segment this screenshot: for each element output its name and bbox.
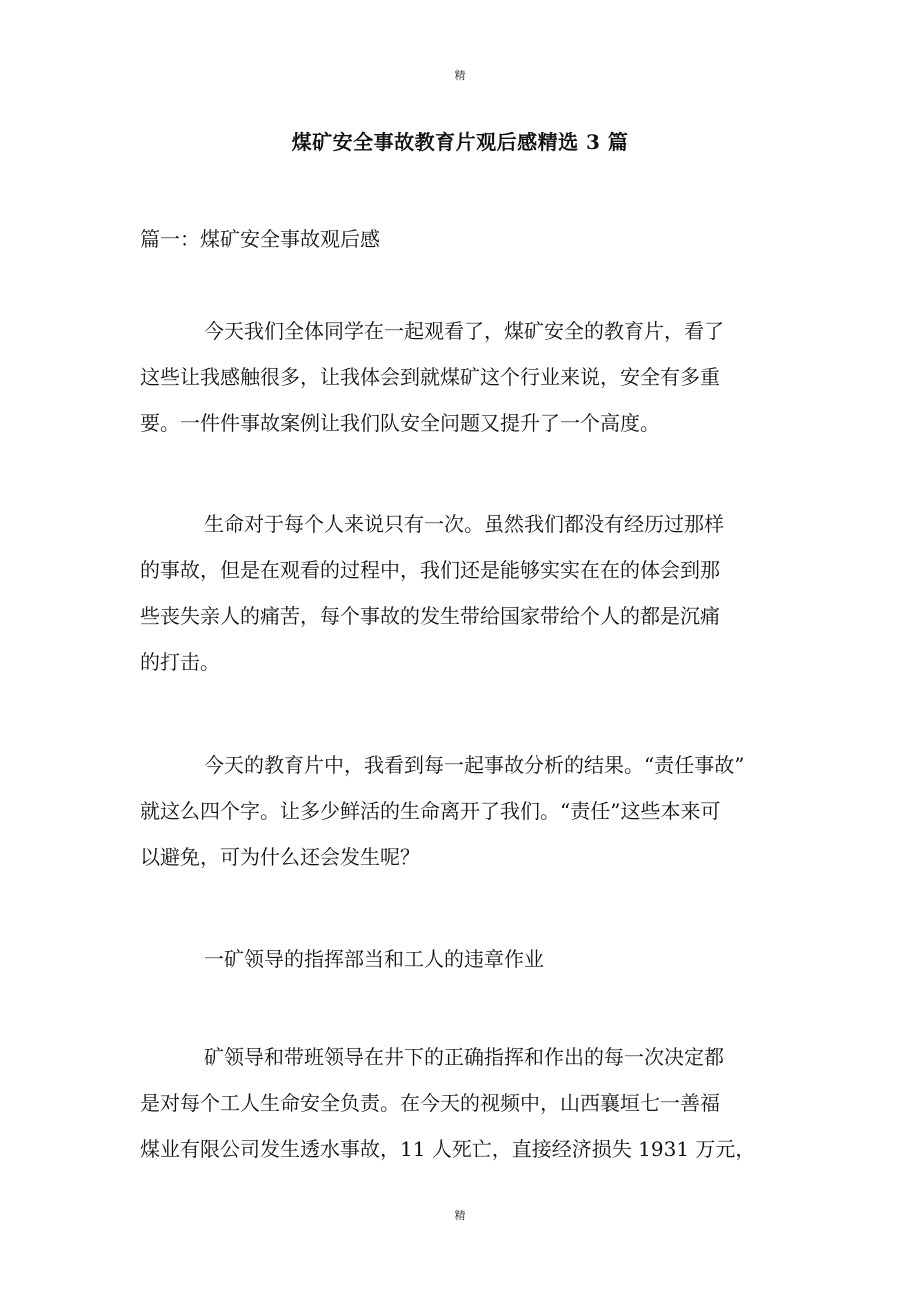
paragraph-line: 的打击。 (140, 650, 220, 674)
paragraph-line: 是对每个工人生命安全负责。在今天的视频中，山西襄垣七一善福 (140, 1091, 720, 1115)
page-footer-mark: 精 (454, 1209, 466, 1222)
paragraph-line: 些丧失亲人的痛苦，每个事故的发生带给国家带给个人的都是沉痛 (140, 604, 720, 628)
paragraph-line: 一矿领导的指挥部当和工人的违章作业 (204, 947, 544, 971)
paragraph-4 (140, 936, 800, 982)
paragraph-line: 煤业有限公司发生透水事故，11 人死亡，直接经济损失 1931 万元， (140, 1137, 756, 1161)
paragraph-line: 就这么四个字。让多少鲜活的生命离开了我们。“责任”这些本来可 (140, 799, 721, 823)
paragraph-line: 今天我们全体同学在一起观看了，煤矿安全的教育片，看了 (204, 319, 724, 343)
page-header-mark: 精 (454, 69, 466, 82)
paragraph-line: 以避免，可为什么还会发生呢？ (140, 845, 420, 869)
paragraph-line: 这些让我感触很多，让我体会到就煤矿这个行业来说，安全有多重 (140, 365, 720, 389)
paragraph-line: 的事故，但是在观看的过程中，我们还是能够实实在在的体会到那 (140, 558, 720, 582)
section-heading: 篇一：煤矿安全事故观后感 (140, 227, 380, 251)
paragraph-line: 矿领导和带班领导在井下的正确指挥和作出的每一次决定都 (204, 1045, 724, 1069)
paragraph-5 (140, 1034, 800, 1172)
paragraph-line: 今天的教育片中，我看到每一起事故分析的结果。“责任事故” (204, 753, 745, 777)
paragraph-2 (140, 501, 800, 685)
paragraph-line: 生命对于每个人来说只有一次。虽然我们都没有经历过那样 (204, 512, 724, 536)
paragraph-line: 要。一件件事故案例让我们队安全问题又提升了一个高度。 (140, 411, 660, 435)
paragraph-1 (140, 308, 800, 446)
paragraph-3 (140, 742, 800, 880)
document-title: 煤矿安全事故教育片观后感精选 3 篇 (291, 130, 629, 154)
